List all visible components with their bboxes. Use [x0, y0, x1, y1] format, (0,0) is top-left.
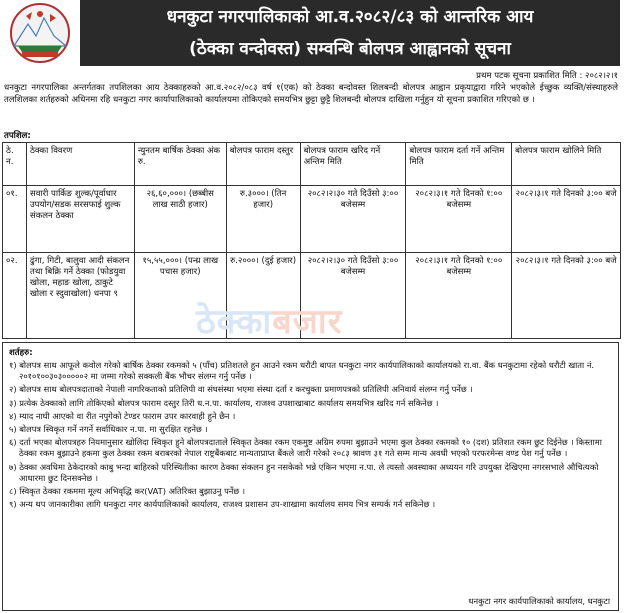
notice-title-line2: (ठेक्का वन्दोवस्त) सम्वन्धि बोलपत्र आह्वानको सूचना [189, 39, 511, 59]
list-item: २) बोलपत्र साथ बोलपत्रदाताको नेपाली नागरिकताको प्रतिलिपी वा संघसंस्था भएमा संस्था दर्ता र करचुक्ता प्रमाणपत्रको प्रतिलिपी अनिवार्य संलग्न गर्नु पर्नेछ । [9, 384, 473, 395]
terms-title: शर्तहरु: [9, 348, 33, 358]
row-register-deadline: २०८२।३।१ गते दिनको १:०० बजेसम्म [406, 186, 512, 253]
row-buy-deadline: २०८२।२।३० गते दिउँसो ३:०० बजेसम्म [300, 253, 406, 339]
list-item: ८) स्विकृत ठेक्का रकममा मूल्य अभिवृद्धि कर(VAT) अतिरिक्त बुझाउनु पर्नेछ । [9, 486, 246, 497]
list-item: ३) प्रत्येक ठेक्काको लागि तोकिएको बोलपत्र फाराम दस्तुर तिरी ध.न.पा. कार्यालय, राजश्व उपशाखाबाट कार्यालय समयभित्र खरिद गर्न सकिनेछ । [9, 397, 439, 408]
table-row [3, 186, 621, 253]
header-register-deadline: बोलपत्र फाराम दर्ता गर्ने अन्तिम मिति [406, 143, 512, 186]
terms-list [9, 360, 613, 512]
publish-date: प्रथम पटक सूचना प्रकाशित मिति : २०८२।२।१ [476, 71, 618, 81]
details-label: तपशिल: [4, 131, 31, 141]
list-item: ९) अन्य थप जानकारीका लागि धनकुटा नगर कार्यपालिकाको कार्यालय, राजश्व प्रशासन उप-शाखामा कार्यालय समय भित्र सम्पर्क गर्न सकिनेछ । [9, 499, 436, 510]
row-open-date: २०८२।३।१ गते दिनको ३:०० बजे [512, 186, 621, 253]
notice-title-line1: धनकुटा नगरपालिकाको आ.व.२०८२/८३ को आन्तरिक आय [166, 7, 534, 27]
list-item: १) बोलपत्र साथ आफूले कवोल गरेको बार्षिक ठेक्का रकमको ५ (पाँच) प्रतिशतले हुन आउने रकम धरौटी बापत धनकुटा नगर कार्यपालिकाको कार्यालयको रा.वा. बैंक धनकुटामा रहेको धरौटी खाता नं. २०१०१००३०३०००००२ मा जम्मा गरेको सक्कली बैंक भौचर संलग्न गर्नु पर्नेछ । [9, 360, 595, 382]
row-fee: रु.३०००। (तिन हजार) [226, 186, 300, 253]
row-no: ०१. [3, 186, 27, 253]
row-amount: २६,६०,०००। (छब्बीस लाख साठी हजार) [134, 186, 226, 253]
watermark-logo: ठेक्काबजार [196, 302, 343, 342]
header-description: ठेक्का विवरण [26, 143, 134, 186]
list-item: ६) दर्ता भएका बोलपत्रहरु नियमानुसार खोलिदा स्विकृत हुने बोलपत्रदाताले स्विकृत ठेक्का रकम एकमुष्ट अग्रिम रुपमा बुझाउने भएमा कुल ठेक्का रकमको १० (दश) प्रतिशत रकम छुट दिईनेछ । किस्तामा ठेक्का रकम बुझाउने हकमा कुल ठेक्का रकम बराबरको नेपाल राष्ट्रबैंकबाट मान्यताप्राप्त बैंकले जारी गरेको २०८३ श्रावण ३१ गते सम्म मान्य अवधी भएको परफरमेन्स वण्ड पेश गर्नु पर्नेछ । [9, 437, 602, 459]
header-min-amount: न्युनतम बार्षिक ठेक्का अंक रु. [134, 143, 226, 186]
list-item: ५) बोलपत्र स्विकृत गर्ने नगर्ने सर्वाधिकार न.पा. मा सुरक्षित रहनेछ । [9, 424, 208, 435]
row-no: ०२. [3, 253, 27, 339]
row-fee: रु.२०००। (दुई हजार) [226, 253, 300, 339]
row-description: सवारी पार्किङ शुल्क/पूर्वाधार उपयोग/सडक सरसफाई शुल्क संकलन ठेक्का [26, 186, 134, 253]
notice-header [0, 0, 624, 66]
header-open-date: बोलपत्र फाराम खोलिने मिति [512, 143, 621, 186]
list-item: ४) म्याद नाघी आएको वा रीत नपुगेको टेण्डर फाराम उपर कारवाही हुने छैन । [9, 410, 236, 421]
row-register-deadline: २०८२।३।१ गते दिनको १:०० बजेसम्म [406, 253, 512, 339]
nepal-emblem-icon [6, 2, 74, 64]
header-no: ठे. न. [3, 143, 27, 186]
terms-section [2, 342, 619, 611]
footer-office: धनकुटा नगर कार्यपालिकाको कार्यालय, धनकुटा [468, 596, 610, 606]
row-buy-deadline: २०८२।२।३० गते दिउँसो ३:०० बजेसम्म [300, 186, 406, 253]
row-description: ढुंगा, गिटी, बालुवा आदी संकलन तथा बिक्रि गर्ने ठेक्का (फोडयुवा खोला, महाङ खोला, ठाकुटे खोला र स्दुवाखोला) धनपा ९ [26, 253, 134, 339]
row-open-date: २०८२।३।१ गते दिनको ३:०० बजे [512, 253, 621, 339]
list-item: ७) ठेक्का अवधिमा ठेकेदारको काबु भन्दा बाहिरको परिस्थितीका कारण ठेक्का संकलन हुन नसकेको भन्ने एकिन भएमा न.पा. ले त्यस्तो अवस्थाका अध्ययन गरि उपयुक्त देखिएमा नगरसभाले औचित्यको आधारमा छुट दिनसक्नेछ । [9, 461, 599, 483]
title-banner [80, 0, 620, 66]
row-amount: १५,५५,०००। (पन्ध्र लाख पचास हजार) [134, 253, 226, 339]
header-buy-deadline: बोलपत्र फाराम खरिद गर्ने अन्तिम मिति [300, 143, 406, 186]
intro-paragraph: धनकुटा नगरपालिका अन्तर्गतका तपशिलका आय ठेक्काहरुको आ.व.२०८२/०८३ वर्ष १(एक) को ठेक्का बन्दोवस्त शिलबन्दी बोलपत्र आह्वान प्रकृयाद्वारा गरिने भएकोले ईच्छुक व्यक्ति/संस्थाहरुले तलशिलका शर्तहरुको अधिनमा रहि धनकुटा नगर कार्यापालिकाको कार्यालयमा तोकिएको समयभित्र छुट्टा छुट्टै शिलबन्दी बोलपत्र दाखिला गर्नुहुन यो सूचना प्रकाशित गरिएको छ । [4, 83, 618, 105]
table-header-row [3, 143, 621, 186]
header-form-fee: बोलपत्र फाराम दस्तुर [226, 143, 300, 186]
